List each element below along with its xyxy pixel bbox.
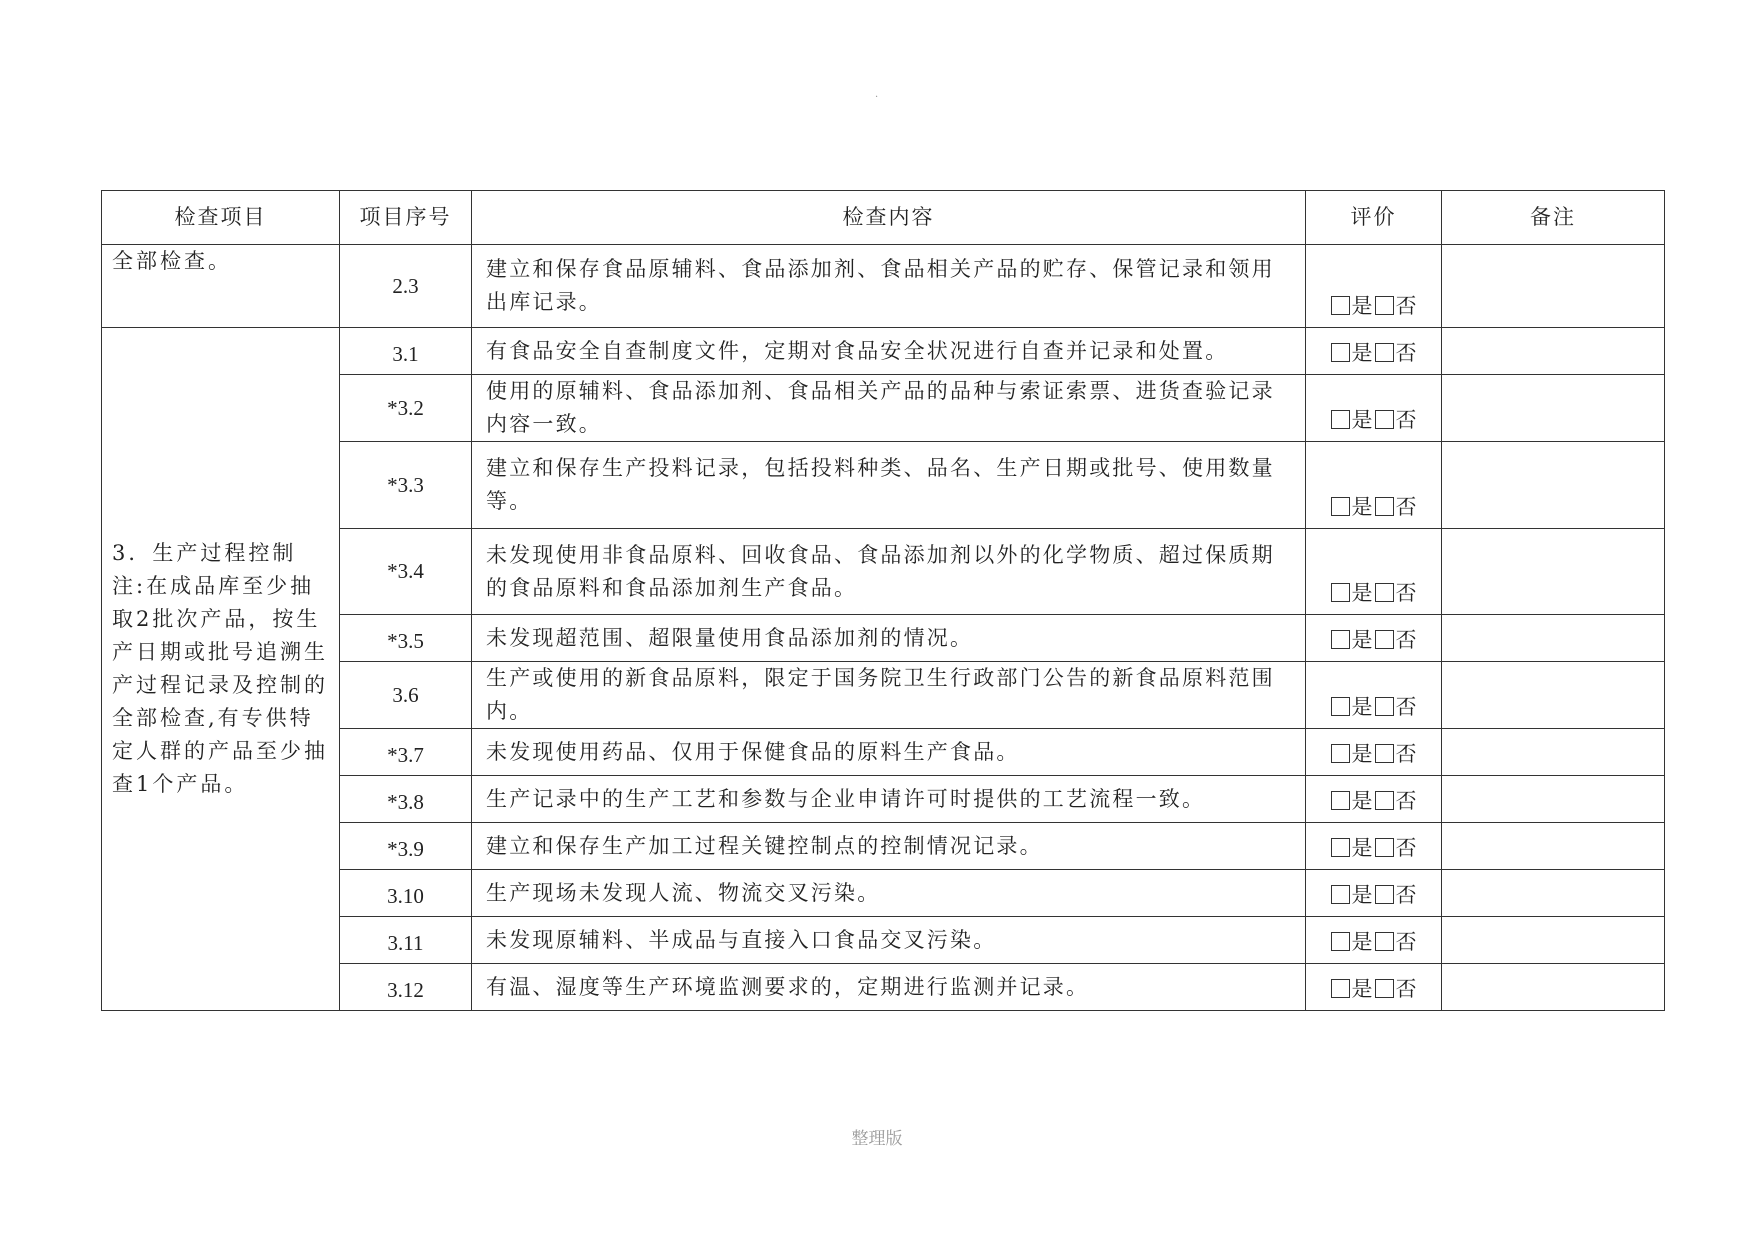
yes-checkbox[interactable] — [1331, 497, 1350, 516]
row-content: 有温、湿度等生产环境监测要求的，定期进行监测并记录。 — [472, 964, 1306, 1011]
no-checkbox[interactable] — [1375, 343, 1394, 362]
row-number: 3.1 — [340, 328, 472, 375]
row-number: *3.9 — [340, 823, 472, 870]
yes-label: 是 — [1351, 695, 1373, 719]
row-content: 生产或使用的新食品原料，限定于国务院卫生行政部门公告的新食品原料范围内。 — [472, 662, 1306, 729]
no-checkbox[interactable] — [1375, 583, 1394, 602]
table-row — [102, 245, 1665, 328]
row-content: 建立和保存生产加工过程关键控制点的控制情况记录。 — [472, 823, 1306, 870]
row-number: 3.12 — [340, 964, 472, 1011]
evaluation-cell — [1306, 529, 1442, 615]
yes-checkbox[interactable] — [1331, 885, 1350, 904]
evaluation-cell — [1306, 615, 1442, 662]
remark-cell[interactable] — [1442, 442, 1665, 529]
row-number: *3.4 — [340, 529, 472, 615]
yes-label: 是 — [1351, 495, 1373, 519]
yes-label: 是 — [1351, 789, 1373, 813]
row-number: *3.8 — [340, 776, 472, 823]
evaluation-cell — [1306, 823, 1442, 870]
evaluation-cell — [1306, 917, 1442, 964]
category-cell: 3．生产过程控制注:在成品库至少抽取2批次产品，按生产日期或批号追溯生产过程记录及控制的全部检查,有专供特定人群的产品至少抽查1个产品。 — [102, 328, 340, 1011]
no-checkbox[interactable] — [1375, 410, 1394, 429]
row-content: 未发现超范围、超限量使用食品添加剂的情况。 — [472, 615, 1306, 662]
remark-cell[interactable] — [1442, 328, 1665, 375]
header-number: 项目序号 — [340, 191, 472, 245]
header-mark: · — [875, 92, 879, 103]
yes-checkbox[interactable] — [1331, 410, 1350, 429]
category-cell: 全部检查。 — [102, 245, 340, 328]
row-content: 使用的原辅料、食品添加剂、食品相关产品的品种与索证索票、进货查验记录内容一致。 — [472, 375, 1306, 442]
row-content: 建立和保存生产投料记录，包括投料种类、品名、生产日期或批号、使用数量等。 — [472, 442, 1306, 529]
remark-cell[interactable] — [1442, 729, 1665, 776]
yes-label: 是 — [1351, 930, 1373, 954]
yes-label: 是 — [1351, 341, 1373, 365]
no-checkbox[interactable] — [1375, 932, 1394, 951]
no-label: 否 — [1395, 836, 1417, 860]
row-content: 生产记录中的生产工艺和参数与企业申请许可时提供的工艺流程一致。 — [472, 776, 1306, 823]
remark-cell[interactable] — [1442, 662, 1665, 729]
no-label: 否 — [1395, 883, 1417, 907]
remark-cell[interactable] — [1442, 823, 1665, 870]
yes-checkbox[interactable] — [1331, 979, 1350, 998]
yes-checkbox[interactable] — [1331, 343, 1350, 362]
yes-label: 是 — [1351, 977, 1373, 1001]
row-content: 建立和保存食品原辅料、食品添加剂、食品相关产品的贮存、保管记录和领用出库记录。 — [472, 245, 1306, 328]
yes-label: 是 — [1351, 883, 1373, 907]
yes-label: 是 — [1351, 408, 1373, 432]
no-label: 否 — [1395, 341, 1417, 365]
yes-checkbox[interactable] — [1331, 744, 1350, 763]
evaluation-cell — [1306, 870, 1442, 917]
yes-label: 是 — [1351, 581, 1373, 605]
remark-cell[interactable] — [1442, 615, 1665, 662]
row-number: *3.7 — [340, 729, 472, 776]
no-checkbox[interactable] — [1375, 630, 1394, 649]
row-content: 未发现原辅料、半成品与直接入口食品交叉污染。 — [472, 917, 1306, 964]
yes-label: 是 — [1351, 628, 1373, 652]
evaluation-cell — [1306, 662, 1442, 729]
remark-cell[interactable] — [1442, 917, 1665, 964]
page-footer: 整理版 — [851, 1129, 903, 1149]
no-label: 否 — [1395, 408, 1417, 432]
no-label: 否 — [1395, 977, 1417, 1001]
yes-checkbox[interactable] — [1331, 838, 1350, 857]
remark-cell[interactable] — [1442, 375, 1665, 442]
no-label: 否 — [1395, 628, 1417, 652]
evaluation-cell — [1306, 729, 1442, 776]
no-label: 否 — [1395, 581, 1417, 605]
row-number: 3.10 — [340, 870, 472, 917]
inspection-table — [101, 190, 1665, 1011]
no-checkbox[interactable] — [1375, 296, 1394, 315]
row-content: 生产现场未发现人流、物流交叉污染。 — [472, 870, 1306, 917]
no-checkbox[interactable] — [1375, 744, 1394, 763]
row-content: 未发现使用非食品原料、回收食品、食品添加剂以外的化学物质、超过保质期的食品原料和食品添加剂生产食品。 — [472, 529, 1306, 615]
yes-checkbox[interactable] — [1331, 296, 1350, 315]
row-number: *3.3 — [340, 442, 472, 529]
no-checkbox[interactable] — [1375, 497, 1394, 516]
no-label: 否 — [1395, 742, 1417, 766]
header-content: 检查内容 — [472, 191, 1306, 245]
row-content: 有食品安全自查制度文件，定期对食品安全状况进行自查并记录和处置。 — [472, 328, 1306, 375]
yes-checkbox[interactable] — [1331, 932, 1350, 951]
header-item: 检查项目 — [102, 191, 340, 245]
remark-cell[interactable] — [1442, 245, 1665, 328]
evaluation-cell — [1306, 328, 1442, 375]
header-remark: 备注 — [1442, 191, 1665, 245]
table-row — [102, 328, 1665, 375]
remark-cell[interactable] — [1442, 776, 1665, 823]
row-number: *3.5 — [340, 615, 472, 662]
row-number: 3.6 — [340, 662, 472, 729]
row-content: 未发现使用药品、仅用于保健食品的原料生产食品。 — [472, 729, 1306, 776]
no-checkbox[interactable] — [1375, 979, 1394, 998]
no-checkbox[interactable] — [1375, 885, 1394, 904]
evaluation-cell — [1306, 442, 1442, 529]
yes-checkbox[interactable] — [1331, 583, 1350, 602]
remark-cell[interactable] — [1442, 529, 1665, 615]
evaluation-cell — [1306, 375, 1442, 442]
row-number: 2.3 — [340, 245, 472, 328]
yes-checkbox[interactable] — [1331, 791, 1350, 810]
yes-checkbox[interactable] — [1331, 630, 1350, 649]
no-label: 否 — [1395, 789, 1417, 813]
evaluation-cell — [1306, 964, 1442, 1011]
no-checkbox[interactable] — [1375, 697, 1394, 716]
no-label: 否 — [1395, 495, 1417, 519]
yes-checkbox[interactable] — [1331, 697, 1350, 716]
remark-cell[interactable] — [1442, 964, 1665, 1011]
no-checkbox[interactable] — [1375, 791, 1394, 810]
no-label: 否 — [1395, 294, 1417, 318]
yes-label: 是 — [1351, 836, 1373, 860]
no-label: 否 — [1395, 930, 1417, 954]
no-checkbox[interactable] — [1375, 838, 1394, 857]
evaluation-cell — [1306, 245, 1442, 328]
row-number: *3.2 — [340, 375, 472, 442]
yes-label: 是 — [1351, 294, 1373, 318]
remark-cell[interactable] — [1442, 870, 1665, 917]
table-header-row — [102, 191, 1665, 245]
evaluation-cell — [1306, 776, 1442, 823]
no-label: 否 — [1395, 695, 1417, 719]
row-number: 3.11 — [340, 917, 472, 964]
header-evaluation: 评价 — [1306, 191, 1442, 245]
yes-label: 是 — [1351, 742, 1373, 766]
